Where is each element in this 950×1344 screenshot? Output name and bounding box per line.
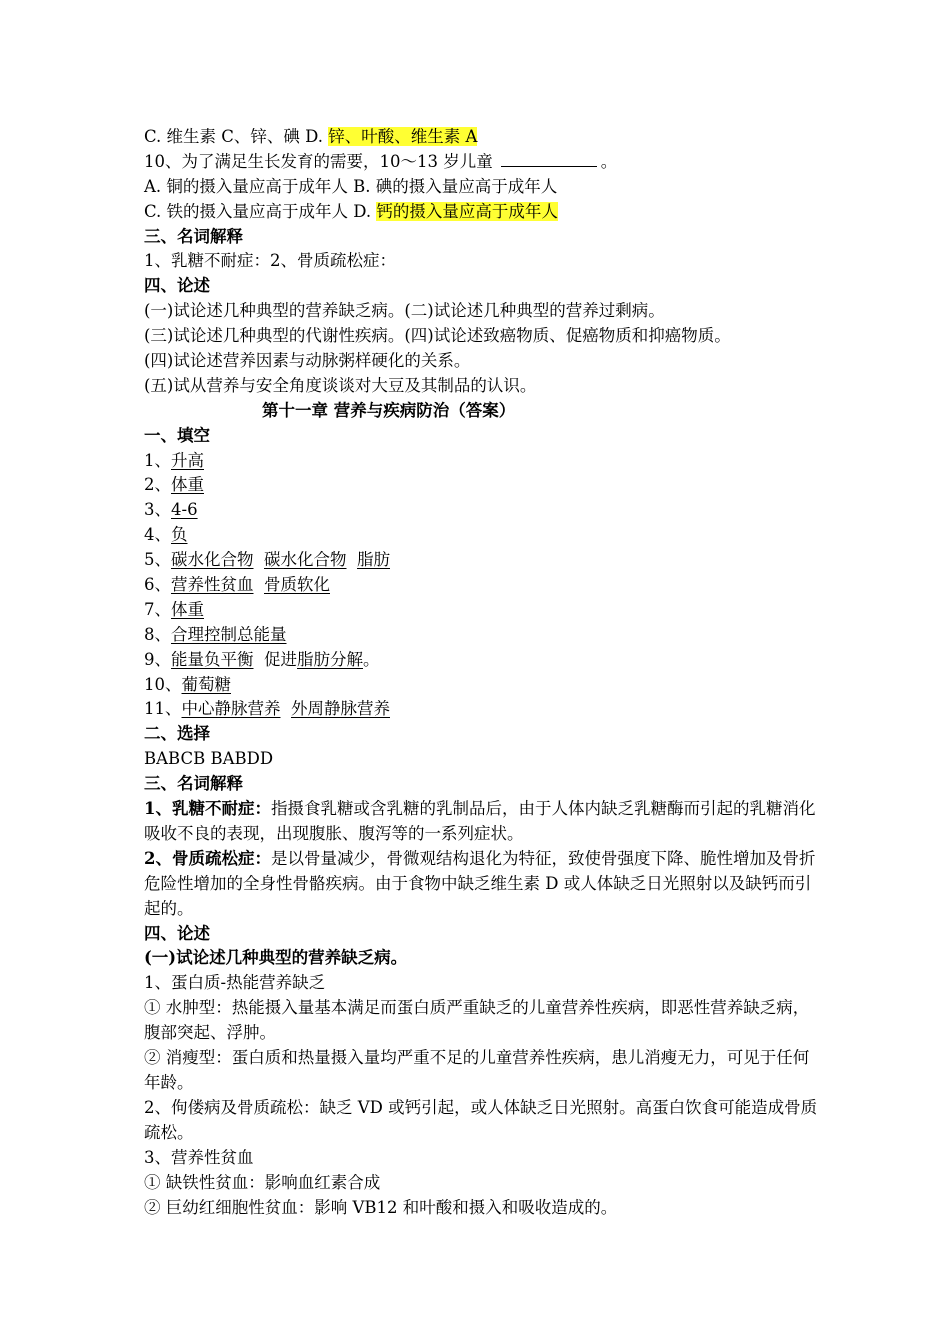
answer-section-3-title: 三、名词解释 xyxy=(144,774,243,794)
fill-value: 碳水化合物 xyxy=(171,550,254,570)
q10-option-a: A. 铜的摄入量应高于成年人 xyxy=(144,176,348,196)
section-4-item-1: (一)试论述几种典型的营养缺乏病。(二)试论述几种典型的营养过剩病。 xyxy=(144,301,665,321)
fill-value: 碳水化合物 xyxy=(264,550,347,570)
section-4-item-2: (三)试论述几种典型的代谢性疾病。(四)试论述致癌物质、促癌物质和抑癌物质。 xyxy=(144,326,731,346)
fill-num: 9、 xyxy=(144,649,171,669)
fill-answer-1 xyxy=(144,449,824,474)
fill-num: 2、 xyxy=(144,475,171,495)
q10-stem-text: 10、为了满足生长发育的需要，10～13 岁儿童 xyxy=(144,151,493,171)
fill-num: 4、 xyxy=(144,525,171,545)
fill-answer-3 xyxy=(144,498,824,523)
fill-num: 11、 xyxy=(144,699,182,719)
section-3-title: 三、名词解释 xyxy=(144,226,243,246)
fill-value: 中心静脉营养 xyxy=(181,699,281,719)
fill-value: 骨质软化 xyxy=(264,575,330,595)
answer-section-1-title: 一、填空 xyxy=(144,425,210,445)
essay-1-line-3: ② 消瘦型：蛋白质和热量摄入量均严重不足的儿童营养性疾病，患儿消瘦无力，可见于任何年龄。 xyxy=(144,1048,810,1092)
fill-value: 体重 xyxy=(171,475,204,495)
essay-1-line-7: ② 巨幼红细胞性贫血：影响 VB12 和叶酸和摄入和吸收造成的。 xyxy=(144,1197,618,1217)
fill-answer-11 xyxy=(144,697,824,722)
fill-text: 促进 xyxy=(264,649,297,669)
fill-value: 脂肪分解 xyxy=(297,649,363,669)
fill-value: 升高 xyxy=(171,450,204,470)
fill-num: 5、 xyxy=(144,550,171,570)
fill-text: 。 xyxy=(363,649,380,669)
fill-answer-6 xyxy=(144,573,824,598)
q10-stem-end: 。 xyxy=(600,151,618,171)
term-definition-1 xyxy=(144,797,824,847)
section-3-items: 1、乳糖不耐症：2、骨质疏松症： xyxy=(144,251,396,271)
fill-answer-8 xyxy=(144,623,824,648)
fill-num: 8、 xyxy=(144,624,171,644)
term-definition: 指摄食乳糖或含乳糖的乳制品后，由于人体内缺乏乳糖酶而引起的乳糖消化吸收不良的表现，出现腹胀、腹泻等的一系列症状。 xyxy=(144,799,816,843)
fill-num: 7、 xyxy=(144,599,171,619)
fill-num: 3、 xyxy=(144,500,171,520)
q10-options-ab xyxy=(144,175,824,200)
q9-option-d-prefix: D. xyxy=(305,127,324,146)
essay-1-line-5: 3、营养性贫血 xyxy=(144,1147,254,1167)
q10-option-d-answer: 钙的摄入量应高于成年人 xyxy=(376,201,558,221)
term-name: 2、骨质疏松症： xyxy=(144,848,271,868)
section-4-item-4: (五)试从营养与安全角度谈谈对大豆及其制品的认识。 xyxy=(144,375,537,395)
fill-value: 葡萄糖 xyxy=(181,674,231,694)
term-definition: 是以骨量减少，骨微观结构退化为特征，致使骨强度下降、脆性增加及骨折危险性增加的全身性骨骼疾病。由于食物中缺乏维生素 D 或人体缺乏日光照射以及缺钙而引起的。 xyxy=(144,848,816,918)
q10-option-c: C. 铁的摄入量应高于成年人 xyxy=(144,201,349,221)
fill-value: 合理控制总能量 xyxy=(171,624,287,644)
essay-1-line-6: ① 缺铁性贫血：影响血红素合成 xyxy=(144,1172,381,1192)
fill-answer-4 xyxy=(144,523,824,548)
q9-option-d-answer: 锌、叶酸、维生素 A xyxy=(328,127,478,146)
q10-option-b: B. 碘的摄入量应高于成年人 xyxy=(353,176,558,196)
answer-blank xyxy=(501,150,597,167)
term-definition-2 xyxy=(144,847,824,922)
fill-num: 1、 xyxy=(144,450,171,470)
fill-value: 脂肪 xyxy=(357,550,390,570)
fill-answer-7 xyxy=(144,598,824,623)
fill-value: 能量负平衡 xyxy=(171,649,254,669)
fill-answer-2 xyxy=(144,473,824,498)
essay-1-line-2: ① 水肿型：热能摄入量基本满足而蛋白质严重缺乏的儿童营养性疾病，即恶性营养缺乏病，腹部突起、浮肿。 xyxy=(144,998,810,1043)
section-4-item-3: (四)试论述营养因素与动脉粥样硬化的关系。 xyxy=(144,351,471,371)
fill-num: 10、 xyxy=(144,674,182,694)
answer-section-4-title: 四、论述 xyxy=(144,923,210,943)
essay-1-line-4: 2、佝偻病及骨质疏松：缺乏 VD 或钙引起，或人体缺乏日光照射。高蛋白饮食可能造成骨质疏松。 xyxy=(144,1097,818,1142)
q10-options-cd xyxy=(144,200,824,225)
fill-num: 6、 xyxy=(144,575,171,595)
fill-value: 负 xyxy=(171,525,188,545)
q9-options-cd xyxy=(144,125,824,150)
choice-answers: BABCB BABDD xyxy=(144,749,274,769)
fill-answer-9 xyxy=(144,648,824,673)
answer-section-2-title: 二、选择 xyxy=(144,724,210,744)
q10-option-d-prefix: D. xyxy=(353,201,372,221)
essay-1-title: (一)试论述几种典型的营养缺乏病。 xyxy=(144,948,408,968)
document-content xyxy=(144,125,824,1220)
answer-chapter-title: 第十一章 营养与疾病防治（答案） xyxy=(262,400,516,420)
term-name: 1、乳糖不耐症： xyxy=(144,799,271,819)
fill-value: 4-6 xyxy=(171,500,198,520)
q10-stem xyxy=(144,150,824,175)
section-4-title: 四、论述 xyxy=(144,276,210,296)
fill-value: 体重 xyxy=(171,599,204,619)
essay-1-line-1: 1、蛋白质-热能营养缺乏 xyxy=(144,973,326,993)
fill-answer-5 xyxy=(144,548,824,573)
fill-value: 外周静脉营养 xyxy=(291,699,390,719)
fill-value: 营养性贫血 xyxy=(171,575,254,595)
fill-answer-10 xyxy=(144,673,824,698)
q9-option-c: C. 维生素 C、锌、碘 xyxy=(144,127,300,146)
